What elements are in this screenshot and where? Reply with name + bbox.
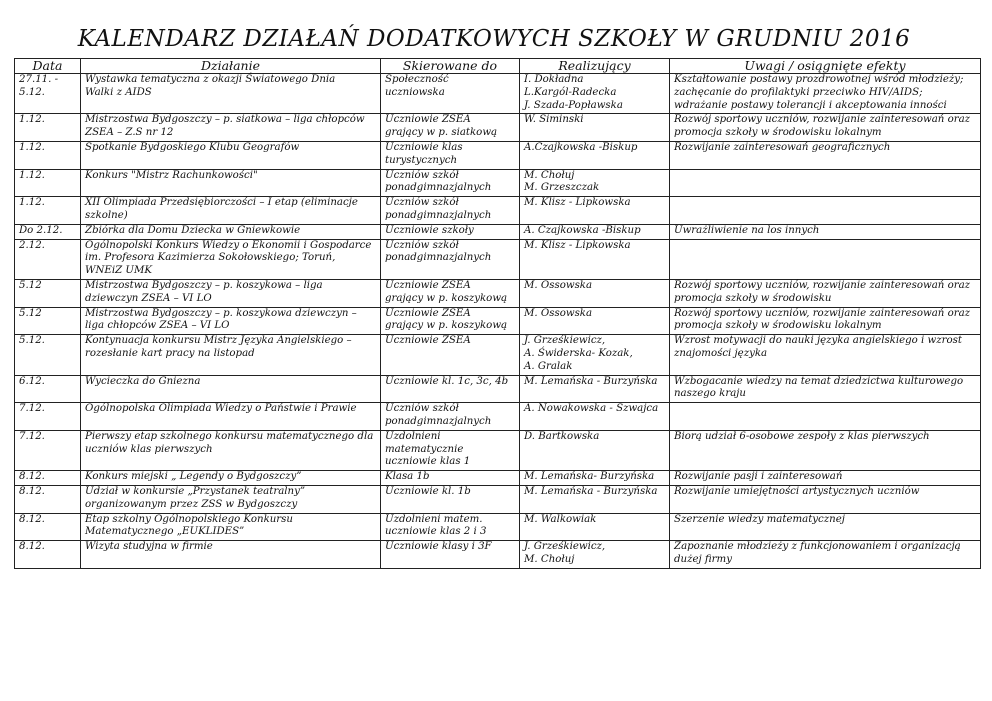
cell-target — [381, 485, 520, 513]
cell-notes-text: Uwrażliwienie na los innych — [674, 224, 820, 236]
cell-target — [381, 541, 520, 569]
cell-staff-text: J. Grześkiewicz, M. Chołuj — [524, 541, 606, 565]
cell-action — [81, 541, 381, 569]
cell-date-text: 5.12. — [19, 335, 45, 347]
cell-staff-text: M. Lemańska - Burzyńska — [524, 485, 658, 497]
cell-notes-text: Wzrost motywacji do nauki języka angielskiego i wzrost znajomości języka — [674, 335, 962, 359]
cell-notes-text: Zapoznanie młodzieży z funkcjonowaniem i organizacją dużej firmy — [674, 541, 961, 565]
cell-target — [381, 375, 520, 403]
cell-target — [381, 430, 520, 470]
cell-staff — [520, 224, 670, 239]
cell-target — [381, 471, 520, 486]
header-target: Skierowane do — [381, 59, 520, 74]
cell-notes — [670, 403, 981, 431]
cell-notes-text: Rozwój sportowy uczniów, rozwijanie zainteresowań oraz promocja szkoły w środowisku lokalnym — [674, 307, 971, 332]
cell-notes — [670, 307, 981, 335]
cell-date — [15, 541, 81, 569]
table-row — [15, 114, 981, 142]
cell-target-text: Uczniowie klas turystycznych — [385, 141, 463, 166]
cell-date-text: 27.11. - 5.12. — [19, 74, 59, 98]
table-row — [15, 403, 981, 431]
cell-target-text: Uczniów szkół ponadgimnazjalnych — [385, 403, 492, 427]
table-body — [15, 74, 981, 569]
cell-date-text: 7.12. — [19, 403, 45, 415]
cell-staff — [520, 541, 670, 569]
cell-notes-text: Szerzenie wiedzy matematycznej — [674, 513, 845, 525]
cell-staff-text: I. Dokładna L.Kargól-Radecka J. Szada-Popławska — [524, 74, 623, 111]
cell-target-text: Uczniowie ZSEA grający w p. koszykową — [385, 279, 508, 304]
cell-staff — [520, 197, 670, 225]
cell-staff-text: M. Ossowska — [524, 307, 593, 319]
table-row — [15, 471, 981, 486]
cell-target — [381, 279, 520, 307]
cell-staff — [520, 74, 670, 114]
cell-action — [81, 74, 381, 114]
table-row — [15, 541, 981, 569]
cell-staff — [520, 141, 670, 169]
cell-staff-text: M. Lemańska - Burzyńska — [524, 375, 658, 387]
cell-notes — [670, 471, 981, 486]
cell-action — [81, 239, 381, 279]
table-header-row — [15, 59, 981, 74]
cell-action — [81, 375, 381, 403]
cell-date-text: 8.12. — [19, 513, 45, 525]
cell-action — [81, 279, 381, 307]
cell-action-text: Zbiórka dla Domu Dziecka w Gniewkowie — [85, 224, 301, 236]
cell-date-text: 2.12. — [19, 239, 45, 251]
cell-action — [81, 141, 381, 169]
document-title: KALENDARZ DZIAŁAŃ DODATKOWYCH SZKOŁY W GRUDNIU 2016 — [77, 26, 911, 52]
cell-target-text: Uczniowie klasy i 3F — [385, 541, 492, 553]
cell-target-text: Uczniowie ZSEA — [385, 335, 471, 347]
cell-staff-text: D. Bartkowska — [524, 430, 600, 442]
cell-action-text: Ogólnopolska Olimpiada Wiedzy o Państwie i Prawie — [85, 403, 357, 415]
cell-target-text: Klasa 1b — [385, 471, 430, 483]
cell-date — [15, 307, 81, 335]
cell-staff — [520, 403, 670, 431]
cell-target-text: Uczniów szkół ponadgimnazjalnych — [385, 197, 492, 221]
cell-date — [15, 403, 81, 431]
cell-date — [15, 114, 81, 142]
cell-date-text: 6.12. — [19, 375, 45, 387]
cell-notes-text: Kształtowanie postawy prozdrowotnej wśród młodzieży; zachęcanie do profilaktyki przeciwko HIV/AIDS; wdrażanie postawy tolerancji i akceptowania inności — [674, 74, 964, 111]
cell-date — [15, 169, 81, 197]
table-row — [15, 224, 981, 239]
cell-action — [81, 471, 381, 486]
cell-date — [15, 375, 81, 403]
cell-staff — [520, 279, 670, 307]
cell-staff — [520, 114, 670, 142]
cell-date-text: 5.12 — [19, 307, 42, 319]
header-notes: Uwagi / osiągnięte efekty — [670, 59, 981, 74]
header-staff: Realizujący — [520, 59, 670, 74]
cell-staff-text: M. Klisz - Lipkowska — [524, 197, 631, 209]
table-row — [15, 335, 981, 375]
cell-target — [381, 335, 520, 375]
cell-action-text: Wystawka tematyczna z okazji Światowego Dnia Walki z AIDS — [85, 74, 336, 98]
cell-notes — [670, 541, 981, 569]
cell-staff — [520, 307, 670, 335]
cell-notes — [670, 335, 981, 375]
cell-target-text: Uczniowie szkoły — [385, 224, 474, 236]
cell-date-text: 1.12. — [19, 169, 45, 181]
cell-notes — [670, 197, 981, 225]
cell-action-text: Konkurs miejski „ Legendy o Bydgoszczy” — [85, 471, 302, 483]
cell-date — [15, 279, 81, 307]
table-row — [15, 307, 981, 335]
header-date: Data — [15, 59, 81, 74]
cell-staff — [520, 239, 670, 279]
cell-target — [381, 403, 520, 431]
cell-date-text: Do 2.12. — [19, 224, 63, 236]
cell-action-text: Pierwszy etap szkolnego konkursu matematycznego dla uczniów klas pierwszych — [85, 430, 374, 455]
cell-date — [15, 197, 81, 225]
cell-staff — [520, 430, 670, 470]
cell-target — [381, 169, 520, 197]
cell-target — [381, 239, 520, 279]
cell-notes — [670, 114, 981, 142]
cell-date-text: 1.12. — [19, 197, 45, 209]
cell-action-text: Ogólnopolski Konkurs Wiedzy o Ekonomii i Gospodarce im. Profesora Kazimierza Sokołowskiego; Toruń, WNEiZ UMK — [85, 239, 372, 277]
table-row — [15, 279, 981, 307]
cell-notes — [670, 513, 981, 541]
cell-notes — [670, 141, 981, 169]
cell-date-text: 8.12. — [19, 485, 45, 497]
cell-notes-text: Rozwój sportowy uczniów, rozwijanie zainteresowań oraz promocja szkoły w środowisku — [674, 279, 971, 304]
cell-date — [15, 471, 81, 486]
table-row — [15, 513, 981, 541]
cell-date — [15, 335, 81, 375]
cell-action-text: Wizyta studyjna w firmie — [85, 541, 213, 553]
cell-target — [381, 114, 520, 142]
cell-notes-text: Rozwijanie umiejętności artystycznych uczniów — [674, 485, 920, 497]
cell-notes — [670, 169, 981, 197]
table-row — [15, 375, 981, 403]
cell-target-text: Uczniowie ZSEA grający w p. koszykową — [385, 307, 508, 332]
cell-notes-text: Rozwój sportowy uczniów, rozwijanie zainteresowań oraz promocja szkoły w środowisku lokalnym — [674, 114, 971, 139]
cell-action — [81, 114, 381, 142]
cell-staff — [520, 169, 670, 197]
cell-notes — [670, 224, 981, 239]
cell-target-text: Uzdolnieni matematycznie uczniowie klas 1 — [385, 430, 471, 468]
cell-date-text: 8.12. — [19, 471, 45, 483]
cell-target — [381, 197, 520, 225]
cell-target — [381, 307, 520, 335]
cell-date — [15, 74, 81, 114]
cell-notes — [670, 74, 981, 114]
cell-target-text: Uczniowie ZSEA grający w p. siatkową — [385, 114, 498, 139]
cell-action — [81, 335, 381, 375]
cell-target-text: Uczniów szkół ponadgimnazjalnych — [385, 239, 492, 264]
cell-target — [381, 141, 520, 169]
cell-action-text: Etap szkolny Ogólnopolskiego Konkursu Matematycznego „EUKLIDES” — [85, 513, 293, 538]
cell-staff-text: A. Nowakowska - Szwajca — [524, 403, 659, 415]
cell-date — [15, 485, 81, 513]
cell-date-text: 8.12. — [19, 541, 45, 553]
cell-date — [15, 141, 81, 169]
cell-date-text: 5.12 — [19, 279, 42, 291]
cell-action — [81, 485, 381, 513]
cell-date — [15, 430, 81, 470]
cell-date-text: 1.12. — [19, 141, 45, 153]
cell-notes — [670, 485, 981, 513]
cell-target-text: Społeczność uczniowska — [385, 74, 449, 98]
table-row — [15, 141, 981, 169]
table-row — [15, 485, 981, 513]
cell-staff-text: M. Lemańska- Burzyńska — [524, 471, 655, 483]
cell-action — [81, 513, 381, 541]
cell-notes — [670, 375, 981, 403]
cell-target — [381, 513, 520, 541]
cell-action-text: Spotkanie Bydgoskiego Klubu Geografów — [85, 141, 300, 153]
cell-staff-text: M. Klisz - Lipkowska — [524, 239, 631, 251]
cell-date-text: 7.12. — [19, 430, 45, 442]
cell-notes-text: Rozwijanie pasji i zainteresowań — [674, 471, 843, 483]
cell-action — [81, 224, 381, 239]
cell-action-text: Udział w konkursie „Przystanek teatralny” organizowanym przez ZSS w Bydgoszczy — [85, 485, 306, 510]
cell-date — [15, 224, 81, 239]
cell-staff-text: M. Walkowiak — [524, 513, 597, 525]
cell-staff — [520, 335, 670, 375]
cell-action-text: XII Olimpiada Przedsiębiorczości – I etap (eliminacje szkolne) — [85, 197, 358, 221]
cell-notes-text: Rozwijanie zainteresowań geograficznych — [674, 141, 891, 153]
cell-action — [81, 169, 381, 197]
cell-action-text: Kontynuacja konkursu Mistrz Języka Angielskiego – rozesłanie kart pracy na listopad — [85, 335, 352, 359]
cell-action — [81, 403, 381, 431]
cell-action-text: Konkurs "Mistrz Rachunkowości" — [85, 169, 258, 181]
cell-target — [381, 224, 520, 239]
cell-notes — [670, 279, 981, 307]
cell-staff-text: J. Grześkiewicz, A. Świderska- Kozak, A. Gralak — [524, 335, 633, 372]
cell-staff — [520, 375, 670, 403]
cell-notes-text: Wzbogacanie wiedzy na temat dziedzictwa kulturowego naszego kraju — [674, 375, 964, 400]
table-row — [15, 430, 981, 470]
cell-staff — [520, 471, 670, 486]
cell-staff-text: A. Czajkowska -Biskup — [524, 224, 641, 236]
table-row — [15, 197, 981, 225]
cell-staff-text: A.Czajkowska -Biskup — [524, 141, 638, 153]
cell-staff — [520, 485, 670, 513]
cell-notes — [670, 239, 981, 279]
cell-staff-text: M. Chołuj M. Grzeszczak — [524, 169, 600, 194]
cell-target-text: Uzdolnieni matem. uczniowie klas 2 i 3 — [385, 513, 487, 538]
table-row — [15, 169, 981, 197]
cell-action-text: Mistrzostwa Bydgoszczy – p. koszykowa dziewczyn – liga chłopców ZSEA – VI LO — [85, 307, 357, 332]
cell-target-text: Uczniowie kl. 1b — [385, 485, 471, 497]
cell-staff-text: M. Ossowska — [524, 279, 593, 291]
cell-date-text: 1.12. — [19, 114, 45, 126]
table-row — [15, 74, 981, 114]
cell-staff-text: W. Siminski — [524, 114, 584, 126]
calendar-table — [14, 58, 981, 569]
cell-action — [81, 430, 381, 470]
cell-notes — [670, 430, 981, 470]
cell-date — [15, 513, 81, 541]
cell-staff — [520, 513, 670, 541]
cell-target-text: Uczniów szkół ponadgimnazjalnych — [385, 169, 492, 194]
cell-action-text: Mistrzostwa Bydgoszczy – p. siatkowa – liga chłopców ZSEA – Z.S nr 12 — [85, 114, 365, 139]
cell-target — [381, 74, 520, 114]
header-action: Działanie — [81, 59, 381, 74]
cell-action-text: Mistrzostwa Bydgoszczy – p. koszykowa – liga dziewczyn ZSEA – VI LO — [85, 279, 323, 304]
cell-target-text: Uczniowie kl. 1c, 3c, 4b — [385, 375, 509, 387]
cell-action — [81, 197, 381, 225]
cell-action-text: Wycieczka do Gniezna — [85, 375, 201, 387]
cell-notes-text: Biorą udział 6-osobowe zespoły z klas pierwszych — [674, 430, 930, 442]
cell-date — [15, 239, 81, 279]
table-row — [15, 239, 981, 279]
cell-action — [81, 307, 381, 335]
